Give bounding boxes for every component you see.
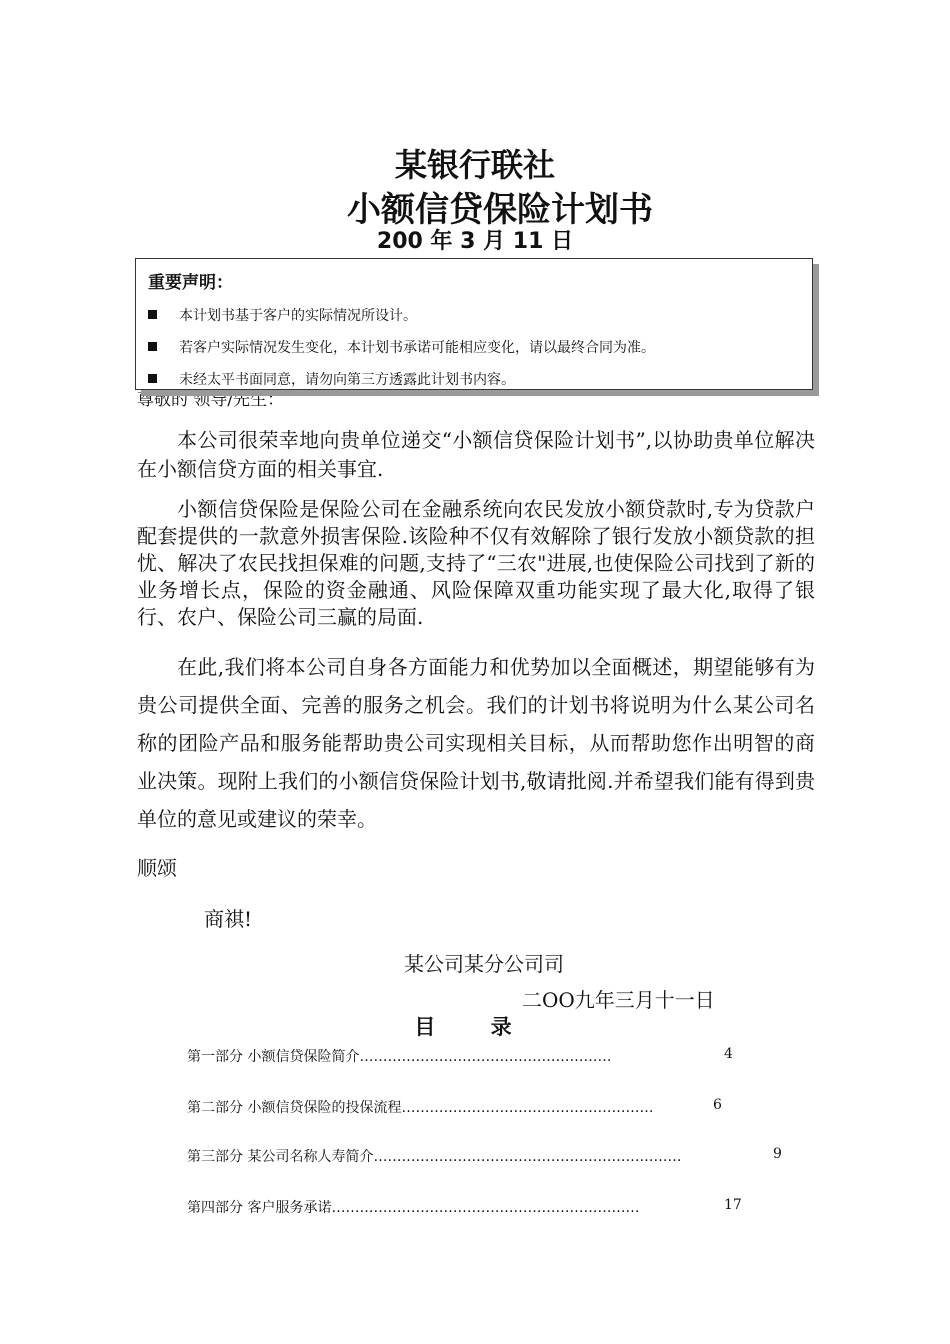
important-notice-box: [135, 258, 813, 390]
salutation-partial: 尊敬的 领导/先生：: [137, 390, 285, 410]
toc-page-number: 4: [724, 1046, 733, 1062]
letter-paragraph: 在此,我们将本公司自身各方面能力和优势加以全面概述，期望能够有为贵公司提供全面、完善的服务之机会。我们的计划书将说明为什么某公司名称的团险产品和服务能帮助贵公司实现相关目标，从而帮助您作出明智的商业决策。现附上我们的小额信贷保险计划书,敬请批阅.并希望我们能有得到贵单位的意见或建议的荣幸。: [137, 655, 815, 831]
toc-entry[interactable]: 第二部分 小额信贷保险的投保流程………………………………………………: [187, 1100, 654, 1116]
notice-title: 重要声明：: [148, 273, 233, 293]
toc-entry[interactable]: 第三部分 某公司名称人寿简介…………………………………………………………: [187, 1149, 682, 1165]
square-bullet-icon: [148, 374, 157, 383]
letter-paragraph: 小额信贷保险是保险公司在金融系统向农民发放小额贷款时,专为贷款户配套提供的一款意外损害保险.该险种不仅有效解除了银行发放小额贷款的担忧、解决了农民找担保难的问题,支持了“三农"进展,也使保险公司找到了新的业务增长点，保险的资金融通、风险保障双重功能实现了最大化,取得了银行、农户、保险公司三赢的局面.: [137, 497, 815, 629]
square-bullet-icon: [148, 310, 157, 319]
square-bullet-icon: [148, 342, 157, 351]
document-date: 200 年 3 月 11 日: [376, 229, 574, 254]
toc-entry[interactable]: 第四部分 客户服务承诺…………………………………………………………: [187, 1200, 640, 1216]
letter-paragraph: 本公司很荣幸地向贵单位递交“小额信贷保险计划书”,以协助贵单位解决在小额信贷方面的相关事宜.: [137, 428, 815, 481]
signature-date: 二OO九年三月十一日: [522, 988, 715, 1012]
signer-name: 某公司某分公司司: [404, 952, 564, 976]
toc-page-number: 17: [724, 1197, 742, 1213]
notice-item: 本计划书基于客户的实际情况所设计。: [148, 305, 417, 325]
closing-regards: 商祺!: [204, 907, 253, 931]
notice-item: 未经太平书面同意，请勿向第三方透露此计划书内容。: [148, 369, 515, 389]
document-title: 小额信贷保险计划书: [347, 190, 653, 230]
toc-title: 目 录: [414, 1015, 536, 1039]
toc-page-number: 9: [773, 1146, 782, 1162]
toc-entry[interactable]: 第一部分 小额信贷保险简介………………………………………………: [187, 1049, 612, 1065]
closing-greeting: 顺颂: [137, 856, 177, 880]
toc-page-number: 6: [713, 1097, 722, 1113]
org-title: 某银行联社: [394, 146, 555, 184]
notice-item: 若客户实际情况发生变化，本计划书承诺可能相应变化，请以最终合同为准。: [148, 337, 655, 357]
